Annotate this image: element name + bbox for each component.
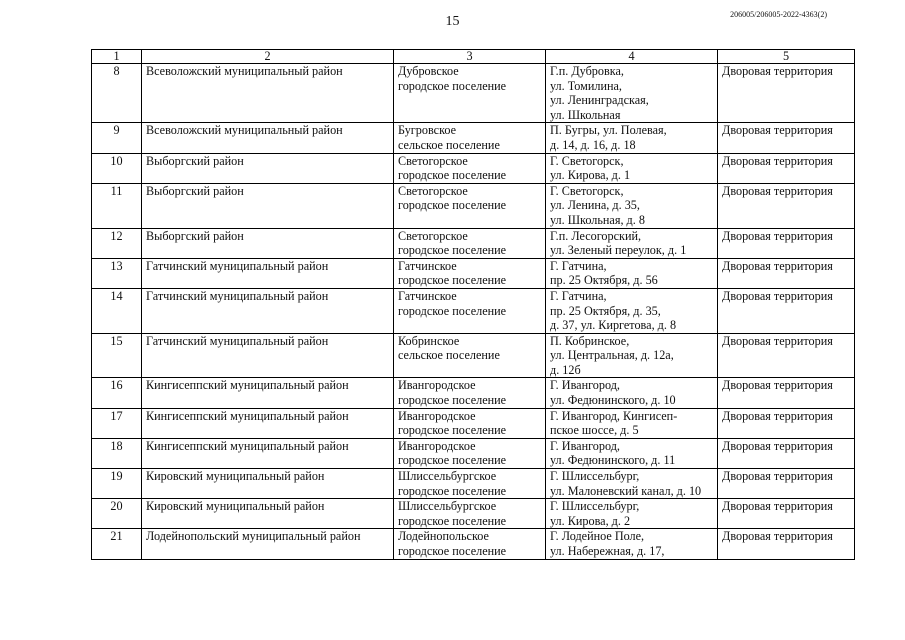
table-row xyxy=(92,288,855,333)
row-number: 21 xyxy=(92,529,142,559)
district-cell: Кингисеппский муниципальный район xyxy=(142,378,394,408)
table-body xyxy=(92,64,855,560)
row-number: 9 xyxy=(92,123,142,153)
district-cell: Гатчинский муниципальный район xyxy=(142,258,394,288)
column-number: 5 xyxy=(718,50,855,64)
document-id: 206005/206005-2022-4363(2) xyxy=(730,10,827,19)
row-number: 16 xyxy=(92,378,142,408)
address-cell: П. Бугры, ул. Полевая, д. 14, д. 16, д. 18 xyxy=(546,123,718,153)
table-row xyxy=(92,183,855,228)
district-cell: Кировский муниципальный район xyxy=(142,499,394,529)
page-number: 15 xyxy=(445,14,460,29)
territory-table xyxy=(91,49,855,560)
row-number: 20 xyxy=(92,499,142,529)
row-number: 17 xyxy=(92,408,142,438)
table-row xyxy=(92,64,855,123)
district-cell: Гатчинский муниципальный район xyxy=(142,333,394,378)
territory-type-cell: Дворовая территория xyxy=(718,469,855,499)
settlement-cell: Гатчинское городское поселение xyxy=(394,288,546,333)
settlement-cell: Гатчинское городское поселение xyxy=(394,258,546,288)
table-row xyxy=(92,408,855,438)
settlement-cell: Шлиссельбургское городское поселение xyxy=(394,499,546,529)
settlement-cell: Ивангородское городское поселение xyxy=(394,438,546,468)
table-row xyxy=(92,333,855,378)
territory-type-cell: Дворовая территория xyxy=(718,258,855,288)
district-cell: Выборгский район xyxy=(142,153,394,183)
table-row xyxy=(92,123,855,153)
address-cell: Г. Ивангород, Кингисеп- пское шоссе, д. 5 xyxy=(546,408,718,438)
settlement-cell: Кобринское сельское поселение xyxy=(394,333,546,378)
district-cell: Лодейнопольский муниципальный район xyxy=(142,529,394,559)
column-number-row xyxy=(92,50,855,64)
district-cell: Кировский муниципальный район xyxy=(142,469,394,499)
district-cell: Выборгский район xyxy=(142,183,394,228)
table-row xyxy=(92,499,855,529)
territory-type-cell: Дворовая территория xyxy=(718,288,855,333)
settlement-cell: Дубровское городское поселение xyxy=(394,64,546,123)
district-cell: Всеволожский муниципальный район xyxy=(142,64,394,123)
column-number: 1 xyxy=(92,50,142,64)
row-number: 15 xyxy=(92,333,142,378)
table-row xyxy=(92,153,855,183)
settlement-cell: Ивангородское городское поселение xyxy=(394,378,546,408)
district-cell: Гатчинский муниципальный район xyxy=(142,288,394,333)
address-cell: Г. Лодейное Поле, ул. Набережная, д. 17, xyxy=(546,529,718,559)
territory-type-cell: Дворовая территория xyxy=(718,529,855,559)
row-number: 10 xyxy=(92,153,142,183)
table-row xyxy=(92,438,855,468)
address-cell: Г.п. Лесогорский, ул. Зеленый переулок, д. 1 xyxy=(546,228,718,258)
territory-type-cell: Дворовая территория xyxy=(718,378,855,408)
column-number: 2 xyxy=(142,50,394,64)
territory-type-cell: Дворовая территория xyxy=(718,228,855,258)
settlement-cell: Бугровское сельское поселение xyxy=(394,123,546,153)
address-cell: П. Кобринское, ул. Центральная, д. 12а, д. 12б xyxy=(546,333,718,378)
row-number: 18 xyxy=(92,438,142,468)
territory-type-cell: Дворовая территория xyxy=(718,64,855,123)
district-cell: Кингисеппский муниципальный район xyxy=(142,438,394,468)
row-number: 11 xyxy=(92,183,142,228)
territory-type-cell: Дворовая территория xyxy=(718,499,855,529)
settlement-cell: Светогорское городское поселение xyxy=(394,228,546,258)
address-cell: Г. Ивангород, ул. Федюнинского, д. 11 xyxy=(546,438,718,468)
table-row xyxy=(92,228,855,258)
settlement-cell: Лодейнопольское городское поселение xyxy=(394,529,546,559)
column-number: 3 xyxy=(394,50,546,64)
row-number: 19 xyxy=(92,469,142,499)
district-cell: Кингисеппский муниципальный район xyxy=(142,408,394,438)
address-cell: Г. Светогорск, ул. Ленина, д. 35, ул. Школьная, д. 8 xyxy=(546,183,718,228)
table-row xyxy=(92,258,855,288)
address-cell: Г. Шлиссельбург, ул. Малоневский канал, д. 10 xyxy=(546,469,718,499)
address-cell: Г.п. Дубровка, ул. Томилина, ул. Ленинградская, ул. Школьная xyxy=(546,64,718,123)
territory-type-cell: Дворовая территория xyxy=(718,153,855,183)
settlement-cell: Ивангородское городское поселение xyxy=(394,408,546,438)
table-row xyxy=(92,378,855,408)
column-number: 4 xyxy=(546,50,718,64)
row-number: 12 xyxy=(92,228,142,258)
territory-type-cell: Дворовая территория xyxy=(718,333,855,378)
territory-type-cell: Дворовая территория xyxy=(718,183,855,228)
address-cell: Г. Гатчина, пр. 25 Октября, д. 56 xyxy=(546,258,718,288)
territory-type-cell: Дворовая территория xyxy=(718,438,855,468)
row-number: 8 xyxy=(92,64,142,123)
table-row xyxy=(92,529,855,559)
territory-type-cell: Дворовая территория xyxy=(718,123,855,153)
territory-type-cell: Дворовая территория xyxy=(718,408,855,438)
address-cell: Г. Шлиссельбург, ул. Кирова, д. 2 xyxy=(546,499,718,529)
settlement-cell: Светогорское городское поселение xyxy=(394,183,546,228)
row-number: 13 xyxy=(92,258,142,288)
district-cell: Всеволожский муниципальный район xyxy=(142,123,394,153)
row-number: 14 xyxy=(92,288,142,333)
address-cell: Г. Гатчина, пр. 25 Октября, д. 35, д. 37, ул. Киргетова, д. 8 xyxy=(546,288,718,333)
address-cell: Г. Ивангород, ул. Федюнинского, д. 10 xyxy=(546,378,718,408)
table-row xyxy=(92,469,855,499)
settlement-cell: Шлиссельбургское городское поселение xyxy=(394,469,546,499)
settlement-cell: Светогорское городское поселение xyxy=(394,153,546,183)
district-cell: Выборгский район xyxy=(142,228,394,258)
address-cell: Г. Светогорск, ул. Кирова, д. 1 xyxy=(546,153,718,183)
